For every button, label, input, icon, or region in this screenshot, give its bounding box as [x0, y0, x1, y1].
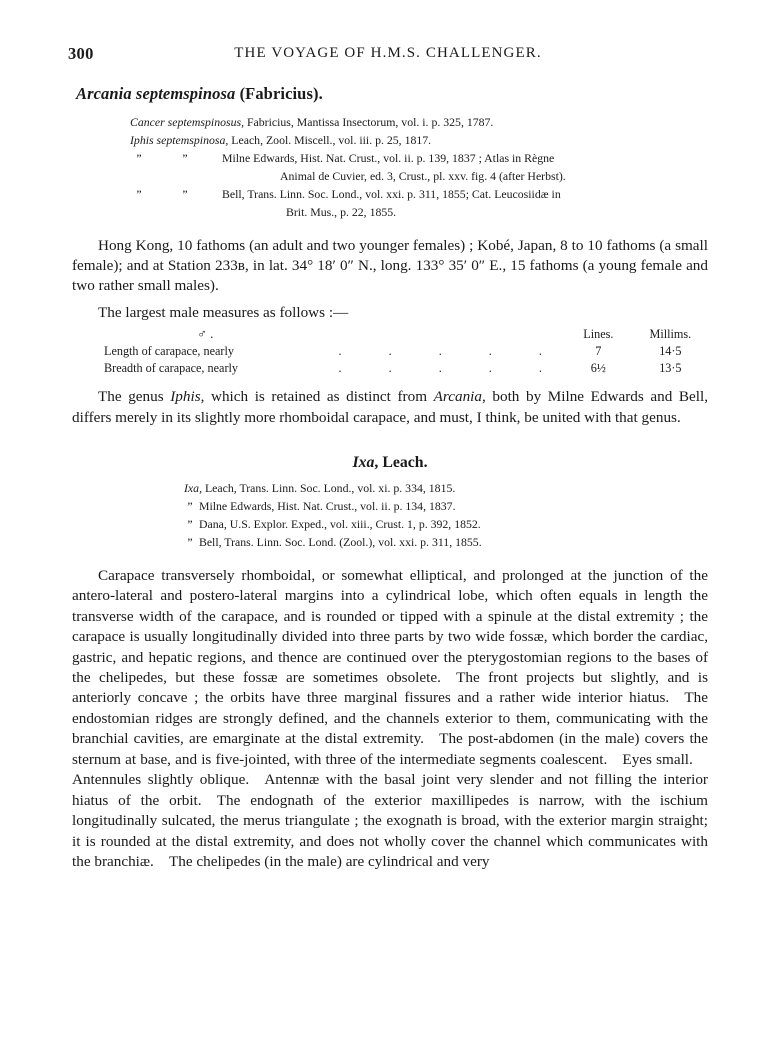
- measurement-label: Breadth of carapace, nearly: [104, 361, 238, 376]
- synonymy-reference: Leach, Trans. Linn. Soc. Lond., vol. xi. p. 334, 1815.: [204, 481, 456, 496]
- leader-dots: . . . . .: [338, 361, 564, 376]
- page-number: 300: [68, 44, 94, 63]
- genus-description-paragraph: Carapace transversely rhomboidal, or somewhat elliptical, and prolonged at the junction of the antero-lateral and postero-lateral margins into a cylindrical lobe, which often equals in length the transverse width of the carapace, and is rounded or tipped with a spinule at the distal extremity ; the carapace is usually longitudinally divided into three parts by two wide fossæ, which border the cardiac, gastric, and hepatic regions, and thence are continued over the pterygostomian regions to the bases of the chelipedes, but these fossæ are sometimes obsolete. The front projects but slightly, and is anteriorly concave ; the orbits have three marginal fissures and a rather wide interior hiatus. The endostomian ridges are strongly defined, and the channels exterior to them, communicating with the branchial cavities, are emarginate at the distal extremity. The post-abdomen (in the male) covers the sternum at base, and is five-jointed, with three of the intermediate segments coalescent. Eyes small. Antennules slightly oblique. Antennæ with the basal joint very slender and not filling the interior hiatus of the orbit. The endognath of the exterior maxillipedes is narrow, with the ischium longitudinally sulcated, the merus triangulate ; the exognath is broad, with the exterior margin straight; it is rounded at the distal extremity, and does not wholly cover the channel which communicates with the branchiæ. The chelipedes (in the male) are cylindrical and very: [72, 566, 708, 870]
- synonymy-italic: Ixa,: [184, 481, 203, 496]
- synonymy-reference: Leach, Zool. Miscell., vol. iii. p. 25, 1817.: [231, 132, 432, 147]
- synonymy-entry: [130, 132, 708, 150]
- synonymy-reference: Dana, U.S. Explor. Exped., vol. xiii., Crust. 1, p. 392, 1852.: [198, 517, 481, 531]
- table-row: [72, 360, 708, 377]
- measurement-intro: The largest male measures as follows :—: [98, 303, 349, 321]
- remark-genus-iphis: Iphis: [170, 388, 201, 406]
- running-title: THE VOYAGE OF H.M.S. CHALLENGER.: [234, 45, 542, 61]
- ditto-mark: ”: [187, 517, 193, 531]
- synonymy-reference: Bell, Trans. Linn. Soc. Lond. (Zool.), vol. xxi. p. 311, 1855.: [198, 534, 482, 549]
- spacer-cell: [339, 325, 564, 343]
- measurement-lines: 7: [595, 344, 602, 359]
- synonymy-entry: [130, 150, 708, 186]
- measurement-millims: 13·5: [659, 361, 682, 376]
- species-synonymy-list: [72, 114, 708, 222]
- table-header-row: [72, 325, 708, 343]
- ditto-mark: ”: [187, 534, 193, 549]
- synonymy-italic: Cancer septemspinosus,: [130, 115, 245, 129]
- synonymy-reference: Fabricius, Mantissa Insectorum, vol. i. p. 325, 1787.: [246, 115, 494, 129]
- synonymy-continuation: Brit. Mus., p. 22, 1855.: [286, 204, 397, 219]
- measurements-table: [72, 325, 708, 377]
- genus-name: Ixa: [352, 454, 375, 472]
- ditto-mark: ”: [187, 499, 193, 514]
- remark-genus-arcania: Arcania: [433, 388, 482, 406]
- remark-paragraph: [72, 387, 708, 428]
- ditto-mark: ”: [182, 186, 188, 201]
- synonymy-entry: [130, 114, 708, 132]
- synonymy-entry: [130, 186, 708, 222]
- synonymy-entry: [184, 498, 708, 516]
- column-header-millims: Millims.: [649, 327, 692, 342]
- species-authority: (Fabricius).: [239, 84, 323, 103]
- remark-part-2: , which is retained as distinct from: [200, 388, 434, 406]
- locality-paragraph: Hong Kong, 10 fathoms (an adult and two younger females) ; Kobé, Japan, 8 to 10 fathoms (a small female); and at Station 233ʙ, in lat. 34° 18′ 0″ N., long. 133° 35′ 0″ E., 15 fathoms (a young female and two rather small males).: [72, 236, 708, 295]
- synonymy-continuation: Animal de Cuvier, ed. 3, Crust., pl. xxv. fig. 4 (after Herbst).: [280, 168, 566, 183]
- synonymy-entry: [184, 480, 708, 498]
- genus-heading: [72, 454, 708, 472]
- measurement-label: Length of carapace, nearly: [104, 344, 234, 359]
- species-heading: [72, 84, 708, 104]
- synonymy-reference: Milne Edwards, Hist. Nat. Crust., vol. ii. p. 134, 1837.: [198, 499, 456, 514]
- measurement-lines: 6½: [590, 361, 606, 376]
- measurement-millims: 14·5: [659, 344, 682, 359]
- ditto-mark: ”: [136, 186, 142, 201]
- text-column: [72, 84, 708, 874]
- genus-authority: , Leach.: [374, 454, 428, 472]
- ditto-mark: ”: [182, 150, 188, 165]
- species-name: Arcania septemspinosa: [76, 84, 236, 103]
- page-header: [0, 44, 776, 66]
- synonymy-reference: Bell, Trans. Linn. Soc. Lond., vol. xxi. p. 311, 1855; Cat. Leucosiidæ in: [222, 186, 561, 201]
- synonymy-entry: [184, 534, 708, 552]
- leader-dots: . . . . .: [338, 344, 564, 359]
- ditto-mark: ”: [136, 150, 142, 165]
- column-header-lines: Lines.: [583, 327, 614, 342]
- table-row: [72, 343, 708, 360]
- synonymy-entry: [184, 516, 708, 534]
- synonymy-italic: Iphis septemspinosa,: [130, 132, 229, 147]
- genus-synonymy-list: [72, 480, 708, 552]
- sex-symbol: ♂ .: [197, 326, 214, 342]
- remark-part-3: , both by Milne Edwards and Bell, differs merely in its slightly more rhomboidal carapace, and must, I think, be united with that genus.: [72, 388, 708, 426]
- remark-part-1: The genus: [98, 388, 171, 406]
- synonymy-reference: Milne Edwards, Hist. Nat. Crust., vol. ii. p. 139, 1837 ; Atlas in Règne: [222, 150, 555, 165]
